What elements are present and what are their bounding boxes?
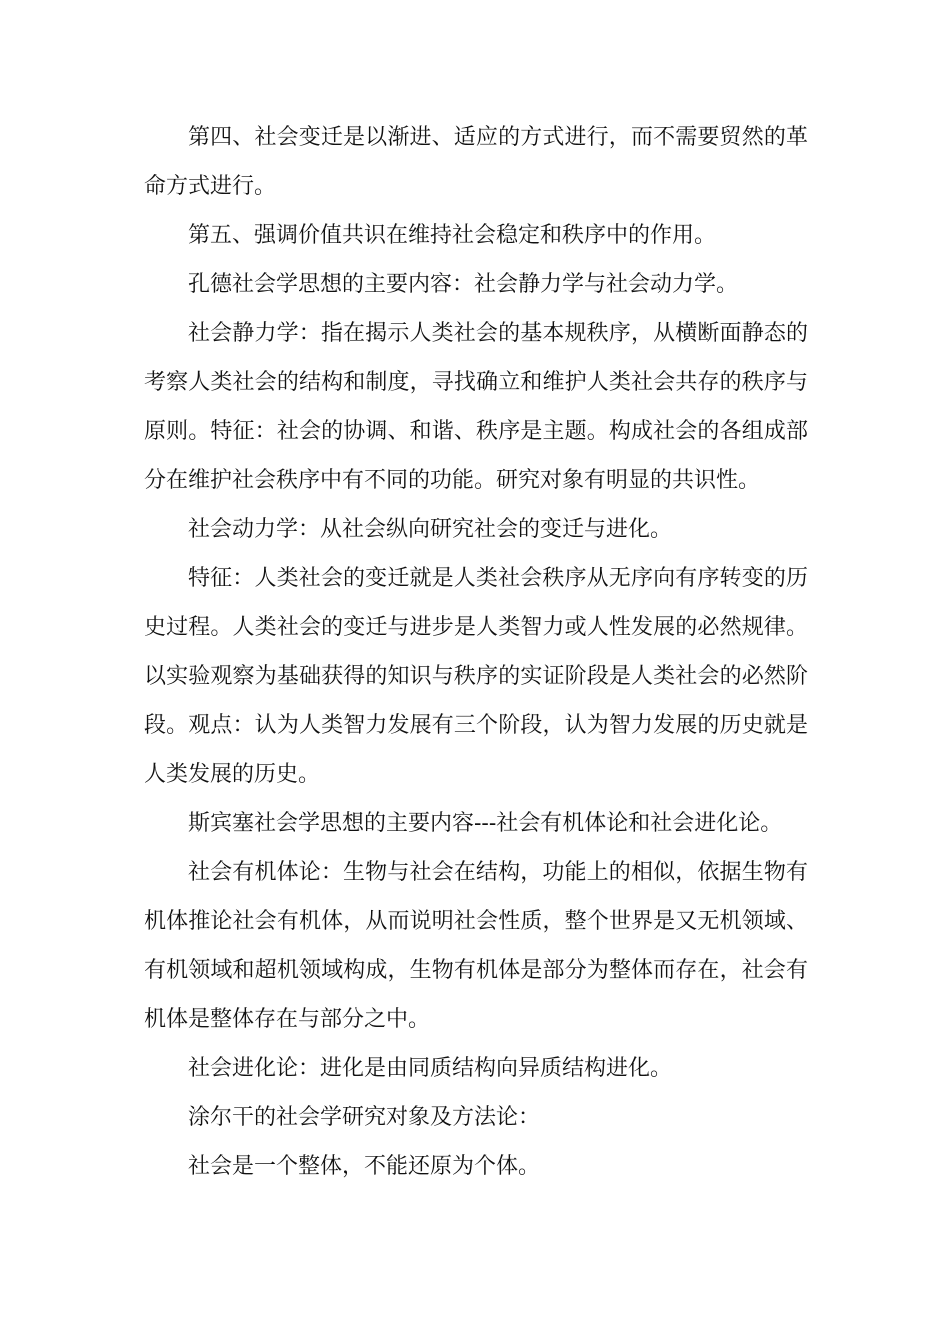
paragraph: 第四、社会变迁是以渐进、适应的方式进行，而不需要贸然的革命方式进行。 (144, 125, 808, 199)
paragraph: 社会有机体论：生物与社会在结构，功能上的相似，依据生物有机体推论社会有机体，从而说明社会性质，整个世界是又无机领域、有机领域和超机领域构成，生物有机体是部分为整体而存在，社会有机体是整体存在与部分之中。 (144, 860, 808, 1032)
paragraph: 社会静力学：指在揭示人类社会的基本规秩序，从横断面静态的考察人类社会的结构和制度，寻找确立和维护人类社会共存的秩序与原则。特征：社会的协调、和谐、秩序是主题。构成社会的各组成部分在维护社会秩序中有不同的功能。研究对象有明显的共识性。 (144, 321, 808, 493)
paragraph: 涂尔干的社会学研究对象及方法论： (188, 1105, 541, 1130)
paragraph: 第五、强调价值共识在维持社会稳定和秩序中的作用。 (188, 223, 717, 248)
document-body (144, 113, 808, 1191)
paragraph: 孔德社会学思想的主要内容：社会静力学与社会动力学。 (188, 272, 739, 297)
paragraph: 特征：人类社会的变迁就是人类社会秩序从无序向有序转变的历史过程。人类社会的变迁与进步是人类智力或人性发展的必然规律。以实验观察为基础获得的知识与秩序的实证阶段是人类社会的必然阶段。观点：认为人类智力发展有三个阶段，认为智力发展的历史就是人类发展的历史。 (144, 566, 808, 787)
paragraph: 社会是一个整体，不能还原为个体。 (188, 1154, 541, 1179)
paragraph: 社会动力学：从社会纵向研究社会的变迁与进化。 (188, 517, 673, 542)
paragraph: 社会进化论：进化是由同质结构向异质结构进化。 (188, 1056, 673, 1081)
paragraph: 斯宾塞社会学思想的主要内容---社会有机体论和社会进化论。 (188, 811, 783, 836)
